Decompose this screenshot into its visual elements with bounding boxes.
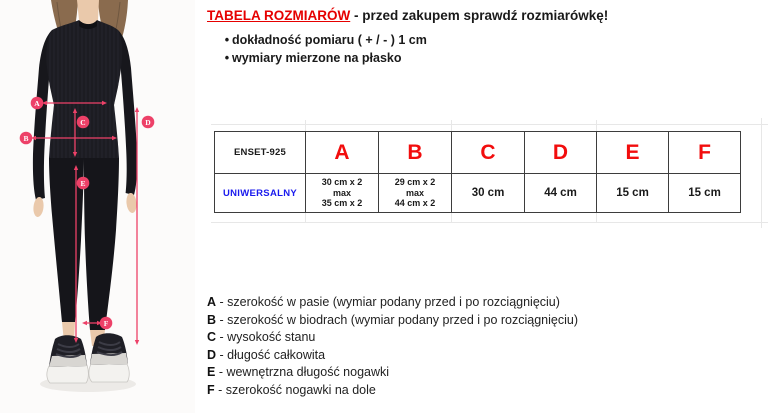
column-header-a: A [306, 132, 379, 174]
size-label-cell: UNIWERSALNY [215, 174, 306, 213]
measure-badge-d-letter: D [145, 117, 151, 127]
measurement-a-min: 30 cm x 2 [321, 177, 363, 188]
model-neck [77, 0, 99, 25]
gridline-stub [451, 120, 452, 131]
measurement-e-cell: 15 cm [597, 174, 669, 213]
legend-text: długość całkowita [227, 347, 326, 362]
legend-item-c [207, 329, 578, 347]
measure-badge-c-letter: C [80, 117, 86, 127]
measurement-a-cell [306, 174, 379, 213]
measurement-a-max: 35 cm x 2 [321, 198, 363, 209]
measure-badge-b-letter: B [23, 133, 29, 143]
legend-separator: - [214, 382, 226, 397]
legend-item-a [207, 294, 578, 312]
note-item-flat [207, 49, 762, 67]
model-figure-svg [0, 0, 195, 413]
size-table [214, 131, 741, 213]
bullet-icon: • [224, 51, 230, 65]
legend-separator: - [216, 330, 228, 345]
size-table-data-row [215, 174, 741, 213]
legend-separator: - [216, 312, 228, 327]
legend-separator: - [216, 295, 228, 309]
model-measurement-figure [0, 0, 195, 413]
legend-item-b [207, 312, 578, 330]
legend-text: wysokość stanu [227, 330, 316, 345]
legend-item-e [207, 364, 578, 382]
measure-badge-a [31, 97, 44, 110]
measure-badge-b [20, 132, 33, 145]
note-text: wymiary mierzone na płasko [232, 51, 402, 65]
legend-item-f [207, 382, 578, 400]
gridline-stub [305, 120, 306, 131]
legend-text: szerokość w biodrach (wymiar podany przed i po rozciągnięciu) [227, 312, 578, 327]
legend-item-d [207, 347, 578, 365]
legend-text: szerokość nogawki na dole [225, 382, 376, 397]
measurement-b-max: 44 cm x 2 [394, 198, 436, 209]
measurement-f-cell: 15 cm [669, 174, 741, 213]
page-title-rest: - przed zakupem sprawdź rozmiarówkę! [350, 8, 609, 23]
legend-text: szerokość w pasie (wymiar podany przed i po rozciągnięciu) [227, 295, 560, 309]
measure-badge-f [100, 317, 113, 330]
measurement-d-cell: 44 cm [525, 174, 597, 213]
measurement-b-min: 29 cm x 2 [394, 177, 436, 188]
legend-letter: C [207, 330, 217, 345]
note-item-accuracy [207, 31, 762, 49]
column-header-c: C [452, 132, 525, 174]
measurement-a-max-label: max [332, 187, 351, 198]
measure-badge-f-letter: F [103, 318, 109, 328]
measurement-legend [207, 294, 578, 400]
notes-list [207, 31, 762, 67]
column-header-e: E [597, 132, 669, 174]
legend-letter: F [207, 382, 215, 397]
page-title [207, 7, 762, 24]
measure-badge-c [77, 116, 90, 129]
measurement-b-max-label: max [405, 187, 424, 198]
measure-badge-e [77, 177, 90, 190]
legend-separator: - [216, 347, 228, 362]
product-code-cell: ENSET-925 [215, 132, 306, 174]
legend-text: wewnętrzna długość nogawki [226, 365, 390, 380]
legend-letter: E [207, 365, 216, 380]
gridline-stub [596, 120, 597, 131]
legend-letter: B [207, 312, 217, 327]
column-header-b: B [379, 132, 452, 174]
legend-separator: - [215, 365, 227, 380]
gridline-vertical-right [761, 118, 762, 228]
gridline-horizontal-top [211, 124, 768, 125]
measure-badge-e-letter: E [80, 178, 86, 188]
header-block [207, 7, 762, 67]
legend-letter: A [207, 295, 217, 309]
column-header-f: F [669, 132, 741, 174]
measurement-c-cell: 30 cm [452, 174, 525, 213]
page-title-highlight: TABELA ROZMIARÓW [207, 8, 351, 23]
measurement-b-cell [379, 174, 452, 213]
measure-badge-d [142, 116, 155, 129]
column-header-d: D [525, 132, 597, 174]
measure-badge-a-letter: A [34, 98, 40, 108]
size-table-header-row [215, 132, 741, 174]
note-text: dokładność pomiaru ( + / - ) 1 cm [232, 33, 427, 47]
gridline-horizontal-bottom [211, 222, 768, 223]
bullet-icon: • [224, 33, 230, 47]
legend-letter: D [207, 347, 217, 362]
